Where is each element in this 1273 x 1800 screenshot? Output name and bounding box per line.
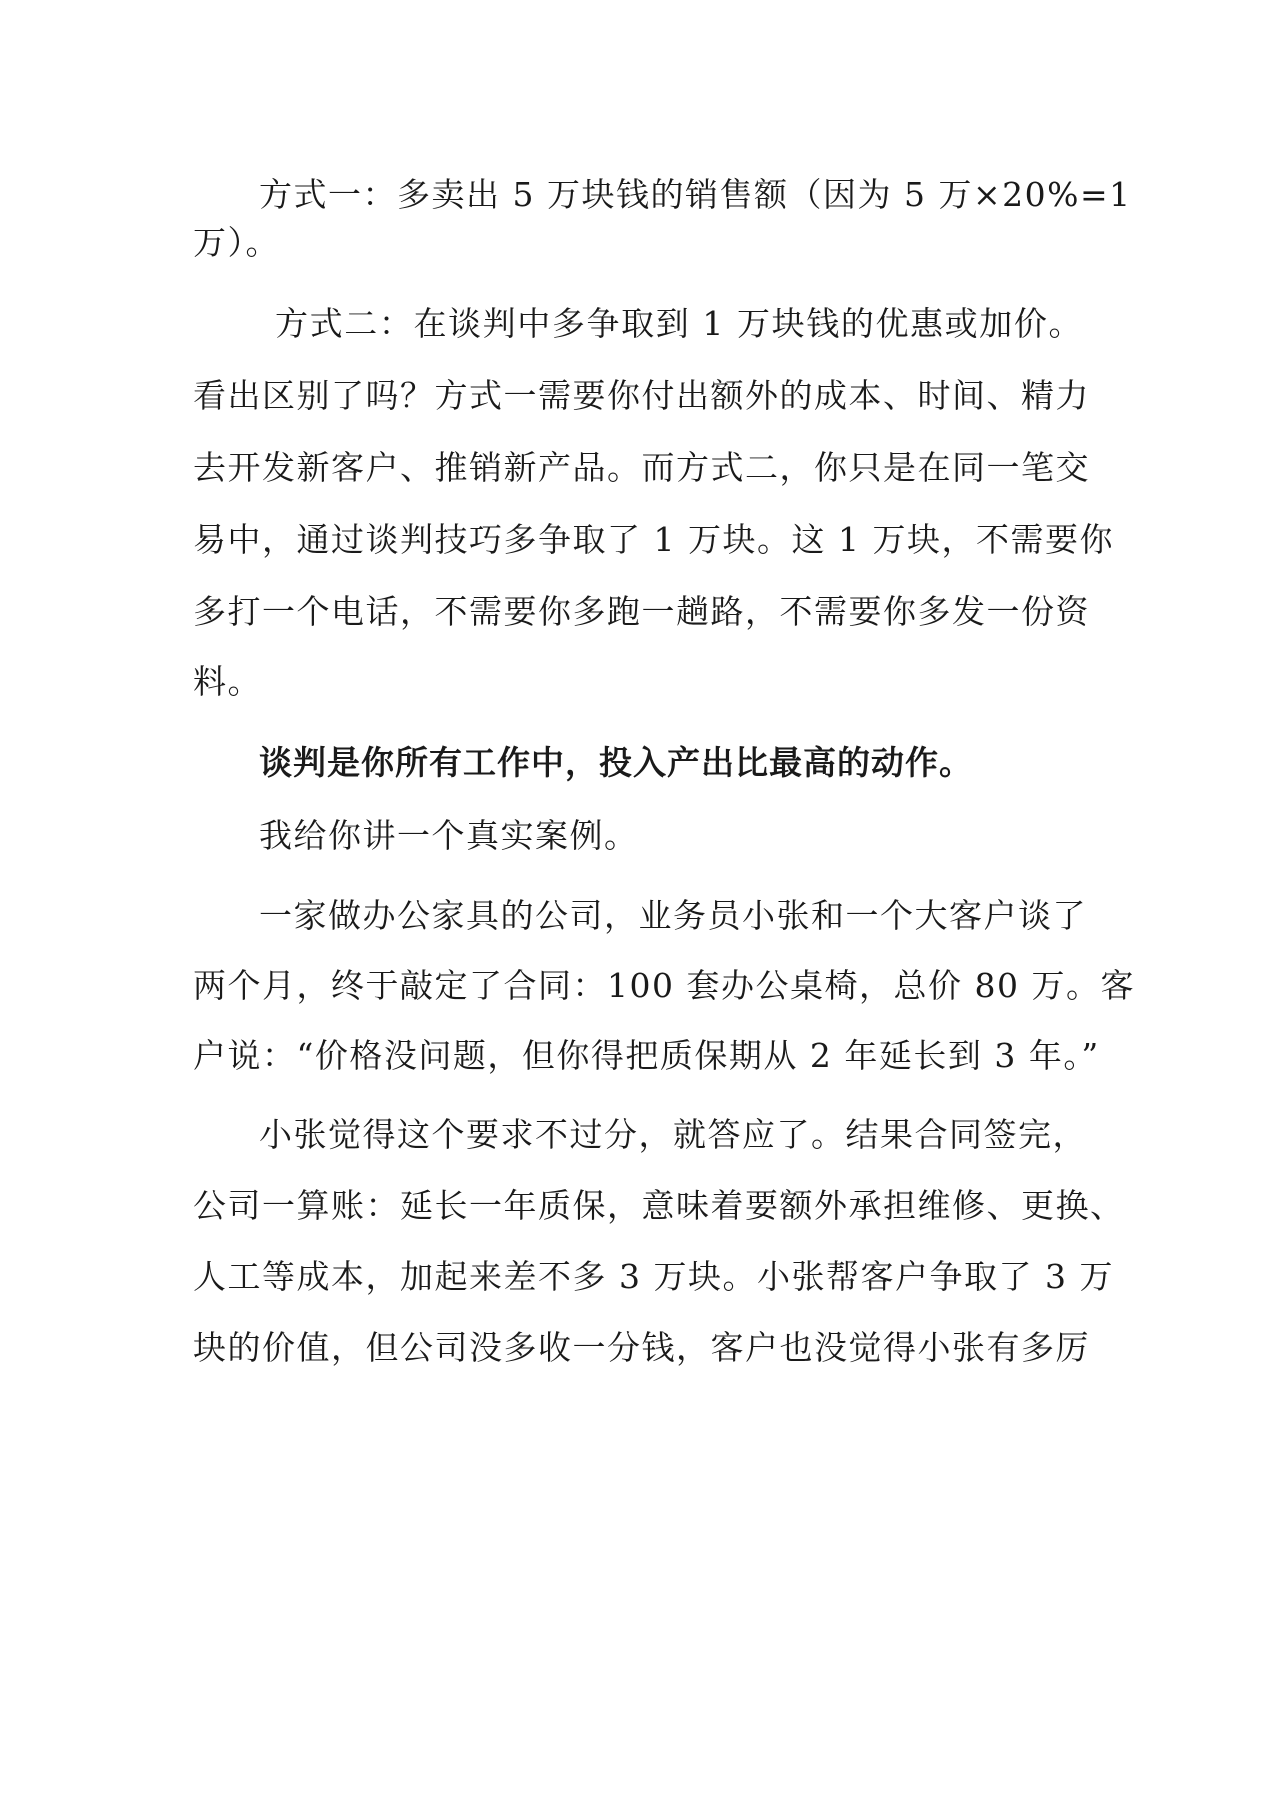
paragraph-line: 料。 [193, 662, 262, 701]
paragraph-line: 方式一：多卖出 5 万块钱的销售额（因为 5 万×20%=1 [259, 175, 1132, 214]
paragraph-line: 一家做办公家具的公司，业务员小张和一个大客户谈了 [259, 896, 1087, 935]
paragraph-line: 块的价值，但公司没多收一分钱，客户也没觉得小张有多厉 [193, 1328, 1090, 1367]
paragraph-line: 我给你讲一个真实案例。 [259, 816, 639, 855]
paragraph-line: 易中，通过谈判技巧多争取了 1 万块。这 1 万块，不需要你 [193, 520, 1114, 559]
paragraph-line: 户说：“价格没问题，但你得把质保期从 2 年延长到 3 年。” [193, 1036, 1100, 1075]
bold-statement: 谈判是你所有工作中，投入产出比最高的动作。 [259, 743, 973, 782]
paragraph-line: 公司一算账：延长一年质保，意味着要额外承担维修、更换、 [193, 1186, 1125, 1225]
paragraph-line: 去开发新客户、推销新产品。而方式二，你只是在同一笔交 [193, 448, 1090, 487]
paragraph-line: 小张觉得这个要求不过分，就答应了。结果合同签完， [259, 1115, 1087, 1154]
paragraph-line: 人工等成本，加起来差不多 3 万块。小张帮客户争取了 3 万 [193, 1257, 1114, 1296]
paragraph-line: 多打一个电话，不需要你多跑一趟路，不需要你多发一份资 [193, 592, 1090, 631]
paragraph-line: 看出区别了吗？方式一需要你付出额外的成本、时间、精力 [193, 376, 1090, 415]
paragraph-line: 万）。 [193, 223, 280, 262]
paragraph-line: 方式二：在谈判中多争取到 1 万块钱的优惠或加价。 [275, 304, 1083, 343]
paragraph-line: 两个月，终于敲定了合同：100 套办公桌椅，总价 80 万。客 [193, 966, 1135, 1005]
